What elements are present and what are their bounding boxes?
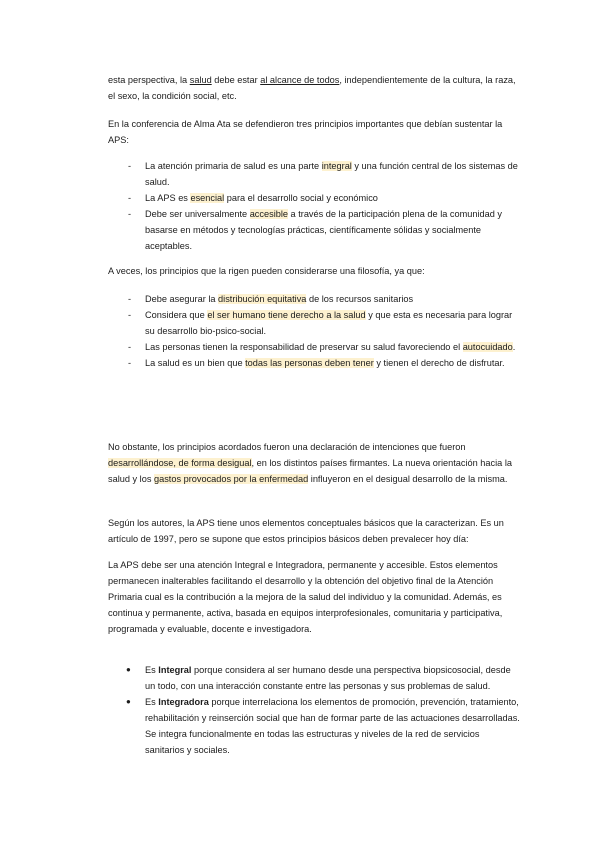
- list-item: - Debe asegurar la distribución equitativa de los recursos sanitarios: [108, 291, 520, 307]
- list-item: - Considera que el ser humano tiene derecho a la salud y que esta es necesaria para lograr su desarrollo bio-psico-social.: [108, 307, 520, 339]
- list-item: - La salud es un bien que todas las personas deben tener y tienen el derecho de disfrutar.: [108, 355, 520, 371]
- list-item: ● Es Integradora porque interrelaciona los elementos de promoción, prevención, tratamiento, rehabilitación y reinserción social que han de formar parte de las actuaciones desarrolladas. Se integra funcionalmente en todas las estructuras y niveles de la red de servicios sanitarios y sociales.: [108, 694, 520, 758]
- highlight: accesible: [249, 209, 288, 219]
- autores-paragraph: Según los autores, la APS tiene unos elementos conceptuales básicos que la caracterizan. Es un artículo de 1997, pero se supone que estos principios básicos deben prevalecer hoy día:: [108, 518, 504, 544]
- no-obstante-paragraph: No obstante, los principios acordados fueron una declaración de intenciones que fueron desarrollándose, de forma desigual, en los distintos países firmantes. La nueva orientación hacia la salud y los gastos provocados por la enfermedad influyeron en el desigual desarrollo de la misma.: [108, 442, 512, 484]
- list-item: - La atención primaria de salud es una parte integral y una función central de los sistemas de salud.: [108, 158, 520, 190]
- bold-term: Integradora: [158, 697, 209, 707]
- highlight: gastos provocados por la enfermedad: [153, 474, 309, 484]
- intro-text: esta perspectiva, la: [108, 75, 190, 85]
- characteristics-list: [108, 662, 520, 758]
- highlight: integral: [321, 161, 352, 171]
- highlight: el ser humano tiene derecho a la salud: [207, 310, 366, 320]
- intro-text: , independientemente de la cultura, la raza, el sexo, la condición social, etc.: [108, 75, 516, 101]
- highlight: esencial: [190, 193, 225, 203]
- list-item: - Las personas tienen la responsabilidad de preservar su salud favoreciendo el autocuidado.: [108, 339, 520, 355]
- bold-term: Integral: [158, 665, 192, 675]
- highlight: todas las personas deben tener: [245, 358, 374, 368]
- highlight: desarrollándose, de forma desigual: [108, 458, 252, 468]
- highlight: distribución equitativa: [218, 294, 307, 304]
- underlined-salud: salud: [189, 75, 212, 85]
- intro-text: debe estar: [211, 75, 261, 85]
- list-item: - La APS es esencial para el desarrollo social y económico: [108, 190, 520, 206]
- aps-definition-paragraph: La APS debe ser una atención Integral e Integradora, permanente y accesible. Estos elementos permanecen inalterables facilitando el desarrollo y la obtención del objetivo final de la Atención Primaria cual es la contribución a la mejora de la salud del individuo y la comunidad. Además, es continua y permanente, activa, basada en equipos interprofesionales, comunitaria y participativa, programada y evaluable, docente e investigadora.: [108, 560, 503, 634]
- principles-list: [108, 158, 520, 254]
- highlight: autocuidado: [462, 342, 513, 352]
- alma-ata-paragraph: En la conferencia de Alma Ata se defendieron tres principios importantes que debían sustentar la APS:: [108, 119, 503, 145]
- list-item: ● Es Integral porque considera al ser humano desde una perspectiva biopsicosocial, desde un todo, con una interacción constante entre las personas y sus problemas de salud.: [108, 662, 520, 694]
- underlined-alcance: al alcance de todos: [260, 75, 340, 85]
- philosophy-list: [108, 291, 520, 371]
- philosophy-intro: A veces, los principios que la rigen pueden considerarse una filosofía, ya que:: [108, 266, 425, 276]
- intro-paragraph: [108, 72, 520, 104]
- list-item: - Debe ser universalmente accesible a través de la participación plena de la comunidad y basarse en métodos y tecnologías prácticas, científicamente sólidas y socialmente aceptables.: [108, 206, 520, 254]
